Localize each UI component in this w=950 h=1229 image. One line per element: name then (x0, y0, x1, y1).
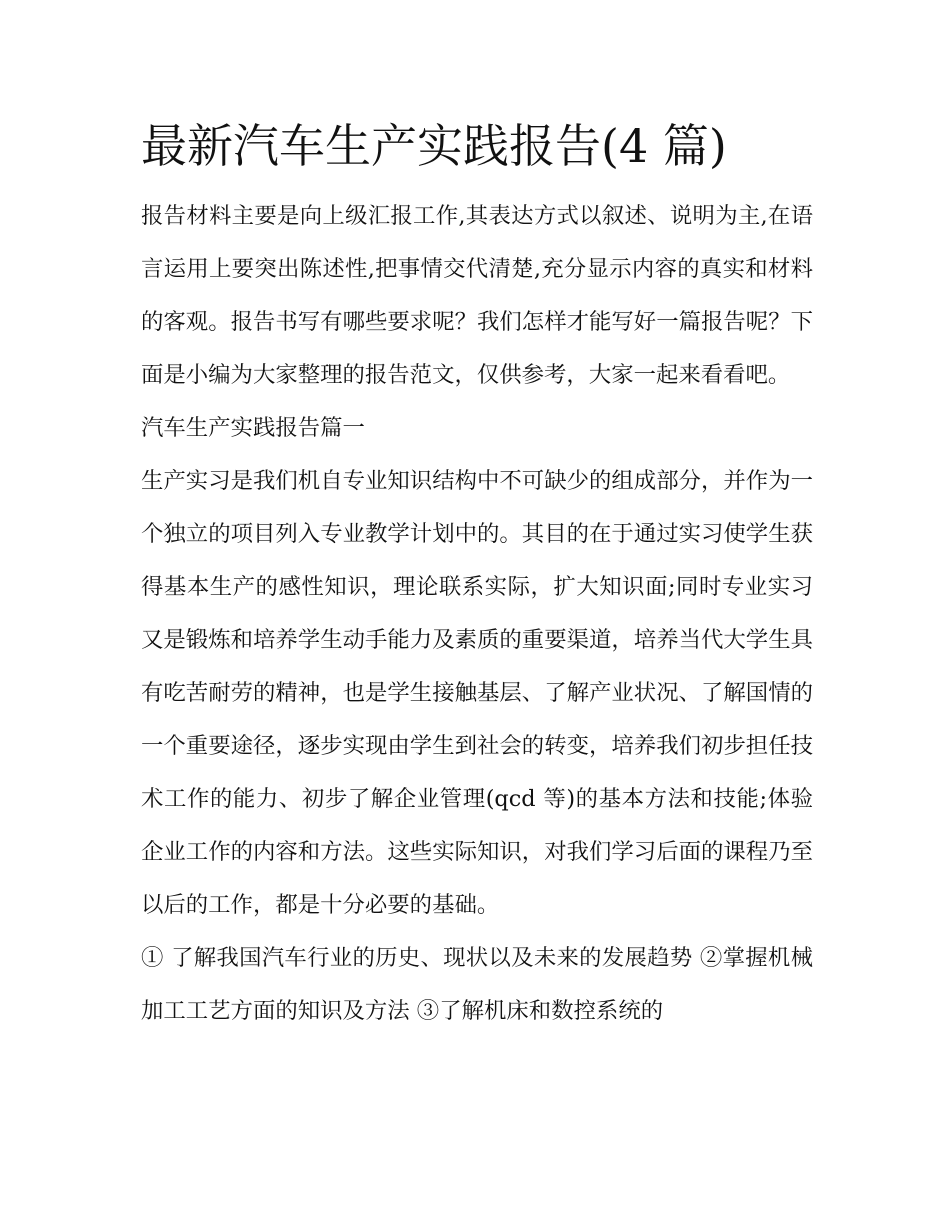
section-heading: 汽车生产实践报告篇一 (141, 415, 365, 441)
intro-paragraph: 报告材料主要是向上级汇报工作,其表达方式以叙述、说明为主,在语言运用上要突出陈述性,把事情交代清楚,充分显示内容的真实和材料的客观。报告书写有哪些要求呢？我们怎样才能写好一篇报告呢？下面是小编为大家整理的报告范文，仅供参考，大家一起来看看吧。 (141, 203, 813, 388)
objectives-paragraph: ① 了解我国汽车行业的历史、现状以及未来的发展趋势 ②掌握机械加工工艺方面的知识及方法 ③了解机床和数控系统的 (141, 945, 813, 1024)
document-title: 最新汽车生产实践报告(4 篇) (141, 119, 727, 173)
body-paragraph: 生产实习是我们机自专业知识结构中不可缺少的组成部分，并作为一个独立的项目列入专业教学计划中的。其目的在于通过实习使学生获得基本生产的感性知识，理论联系实际，扩大知识面;同时专业实习又是锻炼和培养学生动手能力及素质的重要渠道，培养当代大学生具有吃苦耐劳的精神，也是学生接触基层、了解产业状况、了解国情的一个重要途径，逐步实现由学生到社会的转变，培养我们初步担任技术工作的能力、初步了解企业管理(qcd 等)的基本方法和技能;体验企业工作的内容和方法。这些实际知识，对我们学习后面的课程乃至以后的工作，都是十分必要的基础。 (141, 468, 813, 918)
document-page (141, 112, 813, 1038)
